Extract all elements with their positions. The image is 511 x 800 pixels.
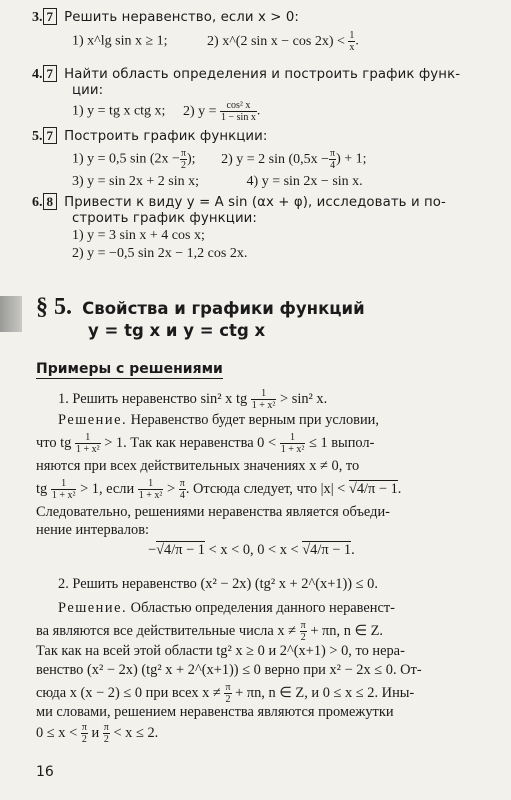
punct: . — [355, 33, 359, 49]
text: . Отсюда следует, что |x| < — [185, 480, 346, 497]
examples-heading: Примеры с решениями — [36, 361, 223, 377]
text: 1. Решить неравенство sin² x tg — [58, 390, 248, 407]
task-number: 6. — [32, 195, 43, 210]
task-4-items — [72, 100, 260, 123]
numerator: π — [330, 148, 336, 159]
difficulty-box: 8 — [43, 193, 58, 210]
ex1-intervals — [148, 542, 355, 559]
numerator: 1 — [51, 478, 77, 490]
text: < x < 0, 0 < x < — [208, 542, 299, 558]
numerator: 1 — [75, 432, 101, 444]
fraction — [51, 478, 77, 501]
ex2-line1 — [58, 600, 395, 617]
text: > — [167, 480, 176, 497]
fraction — [138, 478, 164, 501]
fraction — [75, 432, 101, 455]
item-1: 1) y = tg x ctg x; — [72, 103, 166, 119]
item-2: 2) y = 2 sin (0,5x − — [221, 151, 330, 167]
text: > 1, если — [80, 480, 135, 497]
ex1-line1 — [58, 412, 379, 429]
difficulty-box: 7 — [43, 65, 58, 82]
text: что tg — [36, 434, 72, 451]
ex2-line6: ми словами, решением неравенства являются промежутки — [36, 704, 394, 720]
task-text: Построить график функции: — [64, 129, 268, 144]
punct: ) + 1; — [336, 151, 367, 167]
text: сюда x (x − 2) ≤ 0 при всех x ≠ — [36, 684, 221, 701]
denominator: 2 — [300, 632, 306, 643]
radicand: 4/π − 1 — [164, 542, 205, 558]
task-number: 5. — [32, 129, 43, 144]
item-1: 1) x^lg sin x ≥ 1; — [72, 33, 168, 49]
fraction — [180, 148, 187, 171]
text: Областью определения данного неравенст- — [130, 600, 395, 616]
denominator: 2 — [225, 694, 231, 705]
task-5-row2 — [72, 174, 363, 190]
text: > sin² x. — [280, 390, 328, 407]
numerator: 1 — [349, 30, 355, 41]
fraction — [300, 620, 307, 643]
fraction — [179, 478, 186, 501]
ex2-line5 — [36, 682, 414, 705]
item-2: 2) y = — [182, 103, 217, 119]
section-title-line2: y = tg x и y = ctg x — [88, 321, 266, 340]
text: ≤ 1 выпол- — [308, 434, 375, 451]
fraction — [103, 722, 110, 745]
punct: . — [256, 103, 261, 119]
difficulty-box: 7 — [43, 127, 58, 144]
sqrt-expression: √4/π − 1 — [156, 542, 205, 558]
text: + πn, n ∈ Z, и 0 ≤ x ≤ 2. Ины- — [235, 684, 415, 701]
ex1-line4: tg $\frac{1}{\text{1 + x²}}$ > 1, если $\frac{1}{\text{1 + x²}}$ > $\frac{\pi}{4}$ . Отсюда следует, что |x| < √4/π − 1. — [36, 478, 402, 501]
item-4: 4) y = sin 2x − sin x. — [246, 174, 363, 189]
denominator: 1 − sin x — [221, 112, 256, 123]
denominator: 1 + x² — [280, 444, 305, 455]
text: + πn, n ∈ Z. — [310, 622, 384, 639]
item-1: 1) y = 0,5 sin (2x − — [72, 151, 180, 167]
numerator: 1 — [280, 432, 306, 444]
sqrt-expression: √4/π − 1 — [348, 480, 398, 497]
radicand: 4/π − 1 — [356, 480, 398, 497]
text: tg — [36, 480, 48, 497]
numerator: cos² x — [220, 100, 257, 112]
numerator: 1 — [251, 388, 277, 400]
denominator: 1 + x² — [138, 490, 163, 501]
ex2-line7 — [36, 722, 158, 745]
task-5-header — [32, 127, 267, 145]
ex2-line3: Так как на всей этой области tg² x ≥ 0 и 2^(x+1) > 0, то нера- — [36, 643, 405, 659]
ex2-statement: 2. Решить неравенство (x² − 2x) (tg² x + 2^(x+1)) ≤ 0. — [58, 576, 378, 592]
section-number: § 5. — [36, 294, 72, 320]
text: и — [91, 724, 100, 741]
sqrt-expression: √4/π − 1 — [302, 542, 352, 558]
task-5-row1 — [72, 148, 367, 171]
fraction — [81, 722, 88, 745]
radicand: 4/π − 1 — [310, 542, 352, 558]
task-3-items — [72, 30, 359, 53]
item-3: 3) y = sin 2x + 2 sin x; — [72, 174, 200, 189]
section-header — [36, 294, 365, 321]
task-number: 3. — [32, 10, 43, 25]
denominator: 2 — [81, 734, 87, 745]
task-number: 4. — [32, 67, 43, 82]
solution-label: Решение. — [58, 600, 128, 616]
numerator: π — [180, 148, 187, 159]
ex2-line4: венство (x² − 2x) (tg² x + 2^(x+1)) ≤ 0 верно при x² − 2x ≤ 0. От- — [36, 662, 422, 678]
text: < x ≤ 2. — [113, 724, 159, 741]
denominator: 4 — [330, 160, 336, 171]
page-number: 16 — [36, 764, 54, 780]
denominator: 1 + x² — [251, 400, 276, 411]
numerator: π — [179, 478, 185, 489]
fraction — [224, 682, 231, 705]
task-6-header — [32, 193, 446, 211]
text: ва являются все действительные числа x ≠ — [36, 622, 297, 639]
fraction — [220, 100, 257, 123]
numerator: π — [225, 682, 231, 693]
section-marker — [0, 296, 22, 332]
denominator: 1 + x² — [51, 490, 76, 501]
task-6-item-2: 2) y = −0,5 sin 2x − 1,2 cos 2x. — [72, 246, 248, 261]
denominator: 1 + x² — [75, 444, 100, 455]
text: . — [351, 542, 355, 558]
task-text: Привести к виду y = A sin (αx + φ), исследовать и по- — [64, 195, 446, 210]
text: − — [148, 542, 157, 558]
numerator: π — [300, 620, 306, 631]
task-4-header — [32, 65, 460, 83]
ex2-line2 — [36, 620, 383, 643]
ex1-line5: Следовательно, решениями неравенства является объеди- — [36, 504, 390, 520]
text: > 1. Так как неравенства 0 < — [104, 434, 277, 451]
numerator: 1 — [138, 478, 164, 490]
ex1-statement — [58, 388, 327, 411]
task-text: Решить неравенство, если x > 0: — [64, 10, 299, 25]
denominator: 4 — [179, 490, 185, 501]
task-6-item-1: 1) y = 3 sin x + 4 cos x; — [72, 228, 205, 243]
denominator: 2 — [180, 160, 186, 171]
fraction — [280, 432, 306, 455]
text: Неравенство будет верным при условии, — [130, 412, 379, 428]
denominator: x — [349, 42, 355, 53]
ex1-line2 — [36, 432, 374, 455]
task-text-cont: ции: — [72, 83, 104, 98]
punct: ); — [187, 151, 196, 167]
denominator: 2 — [103, 734, 109, 745]
text: 0 ≤ x < — [36, 724, 78, 741]
task-text: Найти область определения и построить график функ- — [64, 67, 461, 82]
solution-label: Решение. — [58, 412, 128, 428]
ex1-line3: няются при всех действительных значениях x ≠ 0, то — [36, 458, 360, 474]
item-2: 2) x^(2 sin x − cos 2x) < — [207, 33, 345, 49]
numerator: π — [103, 722, 109, 733]
task-text-cont: строить график функции: — [72, 211, 258, 226]
ex1-line6: нение интервалов: — [36, 522, 150, 538]
difficulty-box: 7 — [43, 8, 58, 25]
numerator: π — [81, 722, 87, 733]
task-3-header — [32, 8, 299, 26]
fraction — [251, 388, 277, 411]
section-title: Свойства и графики функций — [82, 299, 365, 318]
